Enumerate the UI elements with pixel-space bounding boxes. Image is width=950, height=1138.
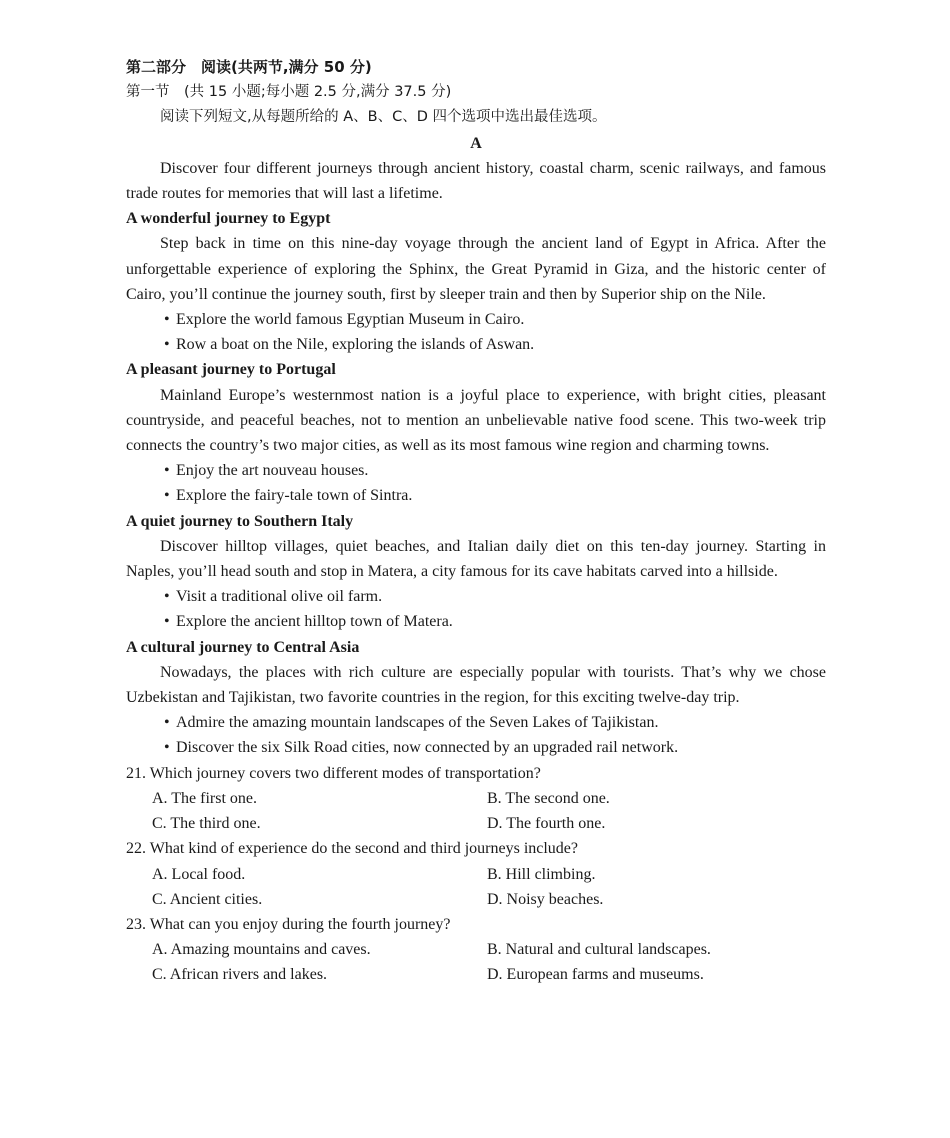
bullet-text: Discover the six Silk Road cities, now connected by an upgraded rail network. [176, 739, 679, 757]
bullet-item [126, 735, 826, 760]
option-a[interactable]: A. Amazing mountains and caves. [152, 941, 371, 959]
bullet-text: Explore the world famous Egyptian Museum in Cairo. [176, 311, 525, 329]
bullet-icon: • [164, 714, 170, 732]
exam-page [126, 55, 826, 988]
bullet-icon: • [164, 588, 170, 606]
bullet-text: Admire the amazing mountain landscapes of the Seven Lakes of Tajikistan. [176, 714, 659, 732]
section-title: 第一节 (共 15 小题;每小题 2.5 分,满分 37.5 分) [126, 84, 452, 101]
journey-title: A cultural journey to Central Asia [126, 638, 360, 656]
question-stem: 23. What can you enjoy during the fourth journey? [126, 915, 451, 933]
instruction: 阅读下列短文,从每题所给的 A、B、C、D 四个选项中选出最佳选项。 [160, 109, 607, 126]
bullet-item [126, 584, 826, 609]
bullet-icon: • [164, 487, 170, 505]
option-c[interactable]: C. Ancient cities. [152, 890, 263, 908]
option-row [126, 862, 826, 887]
journey-body: Nowadays, the places with rich culture are especially popular with tourists. That’s why we chose Uzbekistan and Tajikistan, two favorite countries in the region, for this exciting twelve-day trip. [126, 663, 826, 707]
option-b[interactable]: B. The second one. [487, 789, 610, 807]
option-row [126, 811, 826, 836]
bullet-item [126, 710, 826, 735]
bullet-item [126, 609, 826, 634]
bullet-icon: • [164, 311, 170, 329]
option-c[interactable]: C. African rivers and lakes. [152, 966, 328, 984]
option-row [126, 887, 826, 912]
journey-title: A quiet journey to Southern Italy [126, 512, 354, 530]
bullet-item [126, 332, 826, 357]
bullet-icon: • [164, 336, 170, 354]
option-b[interactable]: B. Natural and cultural landscapes. [487, 941, 711, 959]
option-row [126, 786, 826, 811]
bullet-text: Explore the ancient hilltop town of Matera. [176, 613, 453, 631]
bullet-text: Explore the fairy-tale town of Sintra. [176, 487, 413, 505]
journey-title: A pleasant journey to Portugal [126, 361, 336, 379]
bullet-item [126, 307, 826, 332]
option-row [126, 962, 826, 987]
journey-body: Step back in time on this nine-day voyage through the ancient land of Egypt in Africa. After the unforgettable experience of exploring the Sphinx, the Great Pyramid in Giza, and the historic center of Cairo, you’ll continue the journey south, first by sleeper train and then by Superior ship on the Nile. [126, 235, 826, 303]
option-c[interactable]: C. The third one. [152, 815, 261, 833]
part-title: 第二部分 阅读(共两节,满分 50 分) [126, 58, 372, 76]
option-row [126, 937, 826, 962]
bullet-item [126, 483, 826, 508]
question-stem: 22. What kind of experience do the second and third journeys include? [126, 840, 579, 858]
bullet-text: Enjoy the art nouveau houses. [176, 462, 369, 480]
option-d[interactable]: D. European farms and museums. [487, 966, 704, 984]
bullet-text: Visit a traditional olive oil farm. [176, 588, 383, 606]
option-b[interactable]: B. Hill climbing. [487, 865, 596, 883]
bullet-item [126, 458, 826, 483]
bullet-icon: • [164, 613, 170, 631]
option-a[interactable]: A. The first one. [152, 789, 258, 807]
journey-body: Discover hilltop villages, quiet beaches, and Italian daily diet on this ten-day journey. Starting in Naples, you’ll head south and stop in Matera, a city famous for its cave habitats carved into a hillside. [126, 537, 826, 581]
passage-label: A [470, 134, 482, 152]
option-d[interactable]: D. The fourth one. [487, 815, 606, 833]
question-stem: 21. Which journey covers two different modes of transportation? [126, 764, 541, 782]
option-d[interactable]: D. Noisy beaches. [487, 890, 604, 908]
bullet-text: Row a boat on the Nile, exploring the islands of Aswan. [176, 336, 535, 354]
intro-paragraph: Discover four different journeys through ancient history, coastal charm, scenic railways, and famous trade routes for memories that will last a lifetime. [126, 159, 826, 203]
journey-title: A wonderful journey to Egypt [126, 210, 331, 228]
journey-body: Mainland Europe’s westernmost nation is a joyful place to experience, with bright cities, pleasant countryside, and peaceful beaches, not to mention an unbelievable native food scene. This two-week trip connects the country’s two major cities, as well as its most famous wine region and charming towns. [126, 386, 826, 455]
option-a[interactable]: A. Local food. [152, 865, 246, 883]
bullet-icon: • [164, 462, 170, 480]
bullet-icon: • [164, 739, 170, 757]
